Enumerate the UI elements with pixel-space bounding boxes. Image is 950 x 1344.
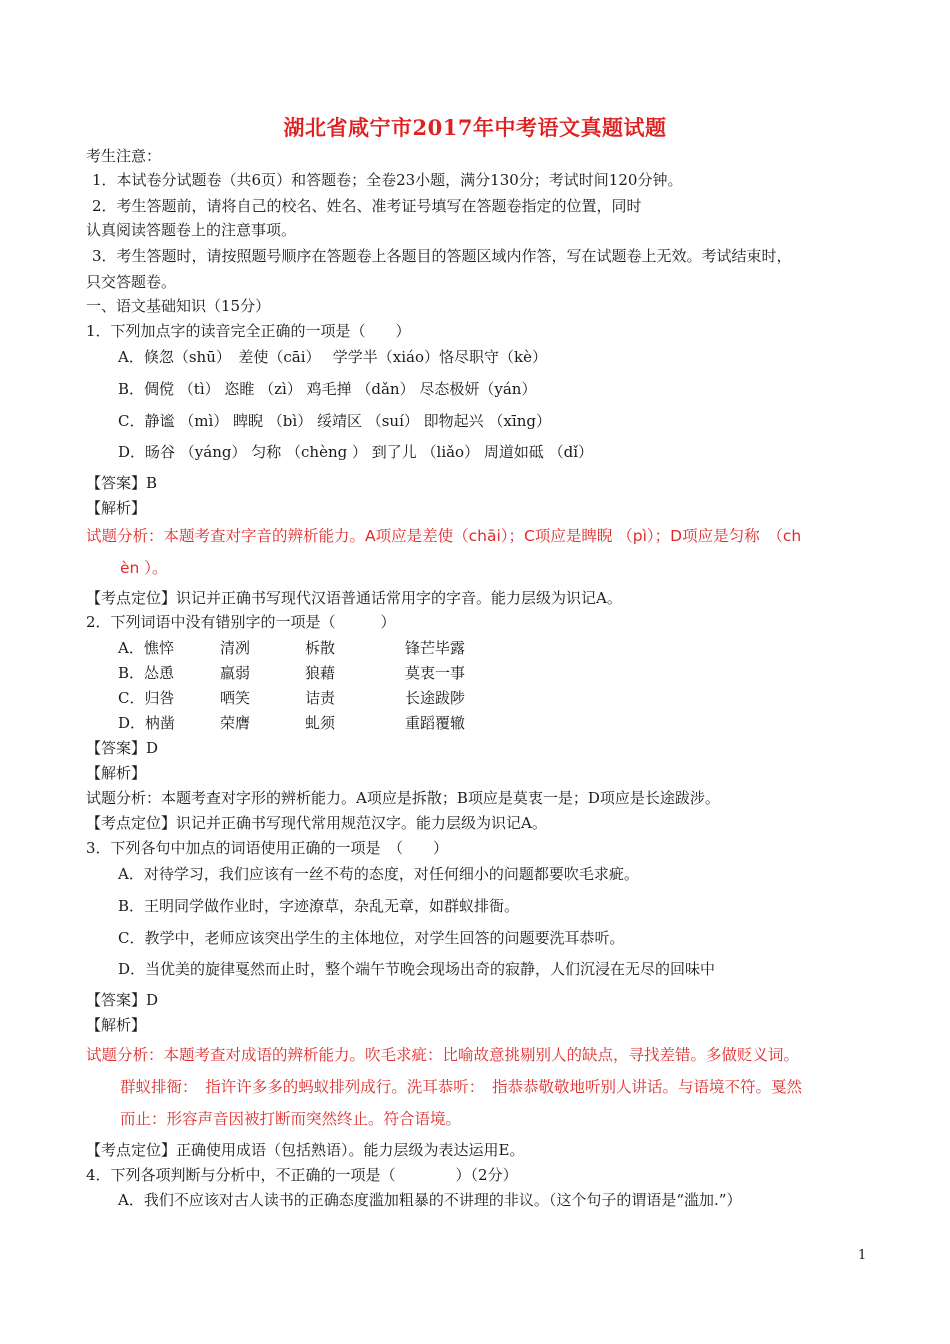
q2-row-d-col-3: 虬须	[305, 714, 336, 732]
q1-option-c: C．静谧 （mì） 睥睨 （bì） 绥靖区 （suí） 即物起兴 （xīng）	[118, 412, 551, 430]
q3-stem: 3．下列各句中加点的词语使用正确的一项是 （ ）	[86, 839, 449, 857]
q1-analysis-label: 【解析】	[86, 499, 147, 517]
q3-point: 【考点定位】正确使用成语（包括熟语）。能力层级为表达运用E。	[86, 1141, 525, 1159]
q2-row-a-col-1: A．憔悴	[118, 639, 174, 657]
section-heading: 一、语文基础知识（15分）	[86, 297, 271, 315]
q2-row-b-col-2: 羸弱	[220, 664, 251, 682]
q2-row-d-col-2: 荣膺	[220, 714, 251, 732]
notice-heading: 考生注意：	[86, 147, 162, 165]
q2-row-b-col-1: B．怂恿	[118, 664, 175, 682]
q2-row-c-col-1: C．归咎	[118, 689, 175, 707]
q2-row-a-col-4: 锋芒毕露	[405, 639, 466, 657]
q4-option-a: A．我们不应该对古人读书的正确态度滥加粗暴的不讲理的非议。（这个句子的谓语是“滥加.”）	[118, 1191, 742, 1209]
notice-item-3-cont: 只交答题卷。	[86, 273, 177, 291]
q2-row-d-col-4: 重蹈覆辙	[405, 714, 466, 732]
q2-analysis-label: 【解析】	[86, 764, 147, 782]
notice-item-2: 2．考生答题前，请将自己的校名、姓名、准考证号填写在答题卷指定的位置，同时	[92, 197, 642, 215]
q2-row-d-col-1: D．枘凿	[118, 714, 176, 732]
q1-point: 【考点定位】识记并正确书写现代汉语普通话常用字的字音。能力层级为识记A。	[86, 589, 622, 607]
q2-row-c-col-3: 诘责	[305, 689, 336, 707]
notice-item-2-cont: 认真阅读答题卷上的注意事项。	[86, 221, 297, 239]
q2-row-b-col-4: 莫衷一事	[405, 664, 466, 682]
q2-row-a-col-3: 柝散	[305, 639, 336, 657]
q3-analysis-line-3: 而止：形容声音因被打断而突然终止。符合语境。	[120, 1110, 462, 1128]
notice-item-3: 3．考生答题时，请按照题号顺序在答题卷上各题目的答题区域内作答，写在试题卷上无效。考试结束时，	[92, 247, 792, 265]
q2-row-c-col-4: 长途跋陟	[405, 689, 466, 707]
q2-row-b-col-3: 狼藉	[305, 664, 336, 682]
q4-stem: 4．下列各项判断与分析中，不正确的一项是（ ）（2分）	[86, 1166, 518, 1184]
q1-option-a: A．倏忽（shū） 差使（cāi） 学学半（xiáo）恪尽职守（kè）	[118, 348, 547, 366]
q1-answer: 【答案】B	[86, 474, 158, 492]
q2-row-a-col-2: 清冽	[220, 639, 251, 657]
q3-analysis-label: 【解析】	[86, 1016, 147, 1034]
q1-option-d: D．旸谷 （yáng） 匀称 （chèng ） 到了儿 （liǎo） 周道如砥 （dǐ）	[118, 443, 594, 461]
q3-analysis-line-1: 试题分析：本题考查对成语的辨析能力。吹毛求疵：比喻故意挑剔别人的缺点，寻找差错。多做贬义词。	[86, 1046, 800, 1064]
q2-point: 【考点定位】识记并正确书写现代常用规范汉字。能力层级为识记A。	[86, 814, 547, 832]
q3-analysis-line-2: 群蚁排衙： 指许许多多的蚂蚁排列成行。洗耳恭听： 指恭恭敬敬地听别人讲话。与语境不符。戛然	[120, 1078, 803, 1096]
notice-item-1: 1．本试卷分试题卷（共6页）和答题卷；全卷23小题，满分130分；考试时间120分钟。	[92, 171, 683, 189]
q2-stem: 2．下列词语中没有错别字的一项是（ ）	[86, 613, 396, 631]
q2-analysis: 试题分析：本题考查对字形的辨析能力。A项应是拆散；B项应是莫衷一是；D项应是长途跋涉。	[86, 789, 720, 807]
q1-analysis-line-1: 试题分析：本题考查对字音的辨析能力。A项应是差使（chāi）；C项应是睥睨 （pì）；D项应是匀称 （ch	[86, 527, 802, 545]
q1-stem: 1．下列加点字的读音完全正确的一项是（ ）	[86, 322, 411, 340]
q3-option-b: B．王明同学做作业时，字迹潦草，杂乱无章，如群蚁排衙。	[118, 897, 520, 915]
q1-option-b: B．倜傥 （tì） 恣睢 （zì） 鸡毛掸 （dǎn） 尽态极妍（yán）	[118, 380, 537, 398]
q2-answer: 【答案】D	[86, 739, 159, 757]
q1-analysis-line-2: èn ）。	[120, 559, 168, 577]
q3-option-c: C．教学中，老师应该突出学生的主体地位，对学生回答的问题要洗耳恭听。	[118, 929, 625, 947]
page-number: 1	[858, 1248, 867, 1263]
q3-option-a: A．对待学习，我们应该有一丝不苟的态度，对任何细小的问题都要吹毛求疵。	[118, 865, 639, 883]
q3-option-d: D．当优美的旋律戛然而止时，整个端午节晚会现场出奇的寂静，人们沉浸在无尽的回味中	[118, 960, 716, 978]
q2-row-c-col-2: 哂笑	[220, 689, 251, 707]
q3-answer: 【答案】D	[86, 991, 159, 1009]
document-title: 湖北省咸宁市2017年中考语文真题试题	[283, 115, 667, 140]
